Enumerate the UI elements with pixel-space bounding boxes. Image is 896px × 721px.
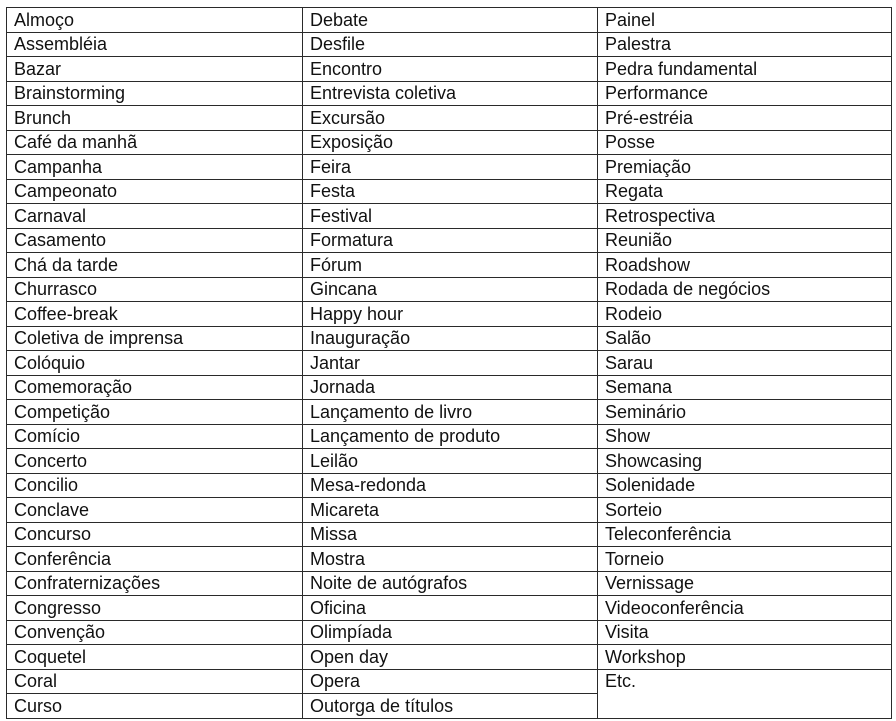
table-row [7,277,892,302]
table-cell: Videoconferência [598,596,892,621]
table-cell: Assembléia [7,32,303,57]
event-types-table [6,7,892,719]
table-cell: Etc. [598,669,892,718]
table-cell: Missa [303,522,598,547]
table-row [7,498,892,523]
table-cell: Coffee-break [7,302,303,327]
table-cell: Confraternizações [7,571,303,596]
table-cell: Leilão [303,449,598,474]
table-row [7,522,892,547]
table-row [7,571,892,596]
table-row [7,302,892,327]
table-cell: Noite de autógrafos [303,571,598,596]
table-cell: Curso [7,694,303,719]
table-cell: Exposição [303,130,598,155]
table-row [7,253,892,278]
table-cell: Pré-estréia [598,106,892,131]
table-cell: Encontro [303,57,598,82]
table-row [7,400,892,425]
table-cell: Excursão [303,106,598,131]
table-cell: Campeonato [7,179,303,204]
table-cell: Reunião [598,228,892,253]
table-cell: Churrasco [7,277,303,302]
table-row [7,106,892,131]
table-cell: Posse [598,130,892,155]
table-cell: Bazar [7,57,303,82]
table-row [7,32,892,57]
table-cell: Retrospectiva [598,204,892,229]
table-body [7,8,892,719]
table-cell: Lançamento de livro [303,400,598,425]
table-row [7,155,892,180]
table-row [7,424,892,449]
table-cell: Festival [303,204,598,229]
table-cell: Chá da tarde [7,253,303,278]
table-cell: Concerto [7,449,303,474]
table-row [7,596,892,621]
table-cell: Concurso [7,522,303,547]
table-row [7,81,892,106]
table-cell: Almoço [7,8,303,33]
table-cell: Mesa-redonda [303,473,598,498]
table-cell: Sorteio [598,498,892,523]
table-row [7,57,892,82]
table-row [7,375,892,400]
table-cell: Carnaval [7,204,303,229]
table-cell: Convenção [7,620,303,645]
table-row [7,645,892,670]
table-cell: Conclave [7,498,303,523]
table-cell: Torneio [598,547,892,572]
table-cell: Congresso [7,596,303,621]
table-cell: Brunch [7,106,303,131]
table-cell: Roadshow [598,253,892,278]
table-cell: Workshop [598,645,892,670]
table-cell: Micareta [303,498,598,523]
table-cell: Teleconferência [598,522,892,547]
table-cell: Campanha [7,155,303,180]
table-cell: Gincana [303,277,598,302]
table-cell: Performance [598,81,892,106]
table-cell: Debate [303,8,598,33]
table-cell: Concilio [7,473,303,498]
table-cell: Palestra [598,32,892,57]
table-cell: Competição [7,400,303,425]
table-cell: Colóquio [7,351,303,376]
table-cell: Feira [303,155,598,180]
table-cell: Outorga de títulos [303,694,598,719]
table-cell: Coral [7,669,303,694]
table-cell: Painel [598,8,892,33]
table-cell: Pedra fundamental [598,57,892,82]
table-cell: Inauguração [303,326,598,351]
table-row [7,8,892,33]
table-cell: Comício [7,424,303,449]
table-cell: Jantar [303,351,598,376]
table-cell: Desfile [303,32,598,57]
table-cell: Salão [598,326,892,351]
table-cell: Open day [303,645,598,670]
table-cell: Mostra [303,547,598,572]
table-cell: Showcasing [598,449,892,474]
table-row [7,620,892,645]
table-row [7,547,892,572]
table-cell: Opera [303,669,598,694]
table-row [7,669,892,694]
table-cell: Sarau [598,351,892,376]
table-cell: Premiação [598,155,892,180]
table-cell: Vernissage [598,571,892,596]
table-row [7,130,892,155]
table-cell: Coletiva de imprensa [7,326,303,351]
table-cell: Brainstorming [7,81,303,106]
table-cell: Oficina [303,596,598,621]
table-cell: Comemoração [7,375,303,400]
table-row [7,228,892,253]
table-cell: Fórum [303,253,598,278]
table-cell: Conferência [7,547,303,572]
table-cell: Casamento [7,228,303,253]
table-cell: Solenidade [598,473,892,498]
table-cell: Semana [598,375,892,400]
table-cell: Jornada [303,375,598,400]
table-cell: Formatura [303,228,598,253]
table-row [7,179,892,204]
table-row [7,204,892,229]
table-cell: Rodeio [598,302,892,327]
table-cell: Show [598,424,892,449]
table-cell: Rodada de negócios [598,277,892,302]
table-cell: Olimpíada [303,620,598,645]
table-cell: Seminário [598,400,892,425]
table-row [7,449,892,474]
table-row [7,326,892,351]
table-cell: Visita [598,620,892,645]
table-cell: Festa [303,179,598,204]
table-row [7,473,892,498]
table-cell: Entrevista coletiva [303,81,598,106]
table-cell: Coquetel [7,645,303,670]
table-cell: Lançamento de produto [303,424,598,449]
table-cell: Happy hour [303,302,598,327]
table-cell: Café da manhã [7,130,303,155]
table-row [7,351,892,376]
table-cell: Regata [598,179,892,204]
